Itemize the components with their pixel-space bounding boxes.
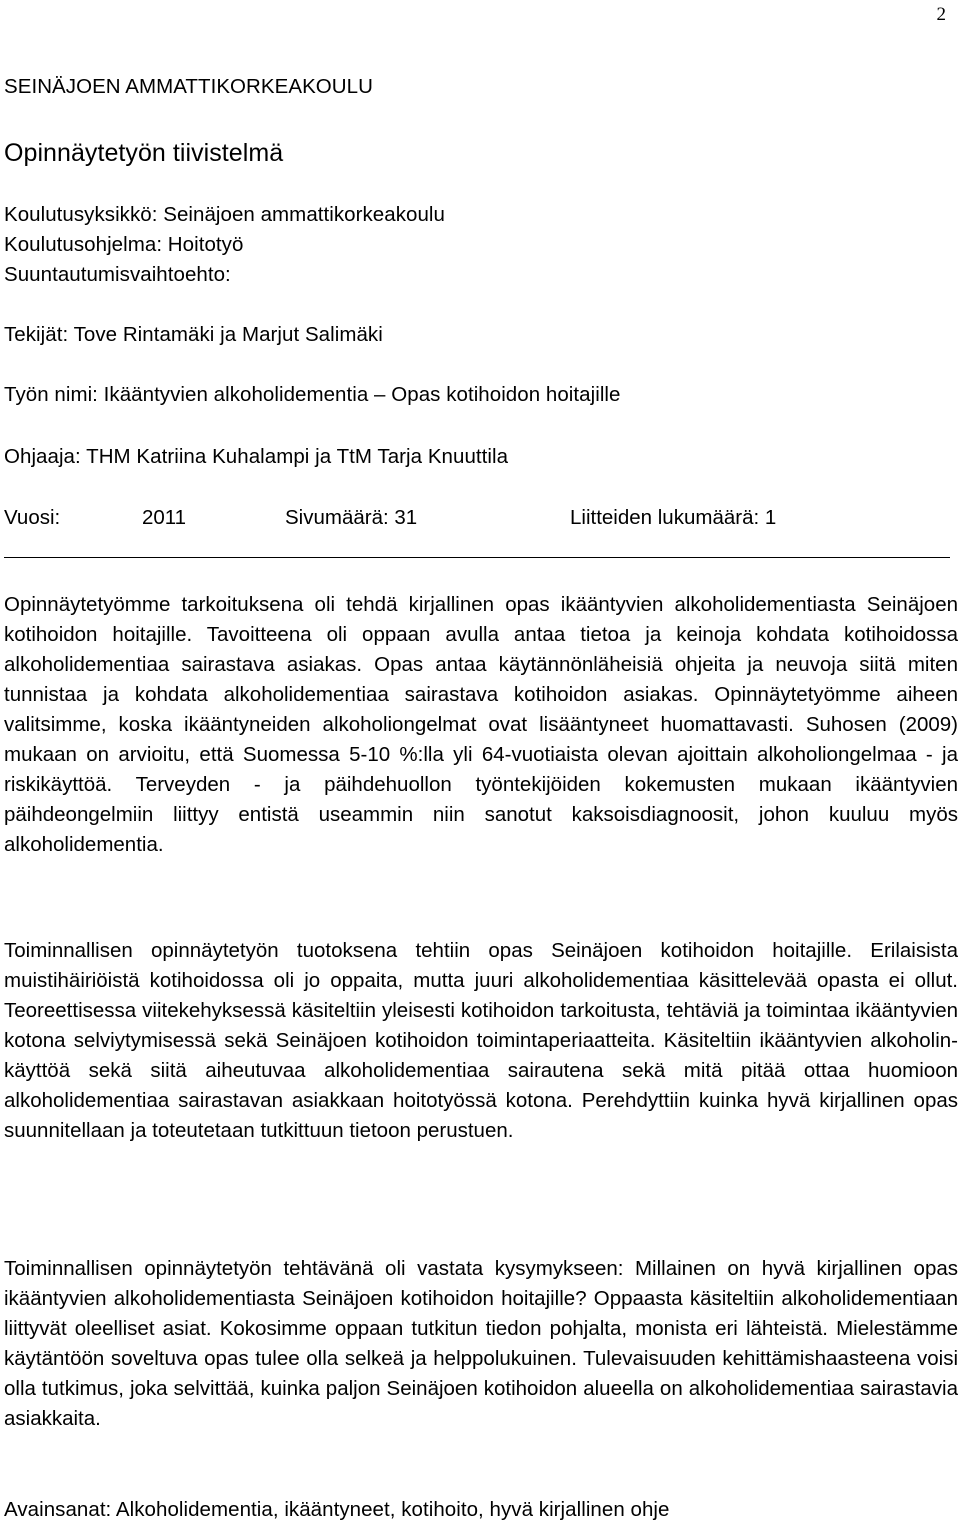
year-pages-row (4, 505, 958, 531)
year-label: Vuosi: (4, 506, 61, 529)
document-title: Opinnäytetyön tiivistelmä (4, 139, 284, 167)
programme-line: Koulutusohjelma: Hoitotyö (4, 233, 244, 256)
institution-name: SEINÄJOEN AMMATTIKORKEAKOULU (4, 75, 373, 98)
horizontal-rule (4, 557, 950, 558)
appendix-count: Liitteiden lukumäärä: 1 (570, 506, 777, 529)
supervisor-line: Ohjaaja: THM Katriina Kuhalampi ja TtM Tarja Knuuttila (4, 445, 509, 468)
authors-line: Tekijät: Tove Rintamäki ja Marjut Salimäki (4, 323, 383, 346)
unit-line: Koulutusyksikkö: Seinäjoen ammattikorkeakoulu (4, 203, 445, 226)
abstract-paragraph-3: Toiminnallisen opinnäytetyön tehtävänä oli vastata kysymykseen: Millainen on hyvä kirjallinen opas ikääntyvien alkoholidementiasta Seinäjoen kotihoidon hoitajille? Oppaasta käsiteltiin alkoholidementiaan liittyvät oleelliset asiat. Kokosimme oppaan tutkitun tiedon pohjalta, monista eri lähteistä. Mielestämme käytäntöön soveltuva opas tulee olla selkeä ja helppolukuinen. Tulevaisuuden kehittämishaasteena voisi olla tutkimus, joka selvittää, kuinka paljon Seinäjoen kotihoidon alueella on alkoholidementiaa sairastavia asiakkaita. (4, 1257, 958, 1430)
year-value: 2011 (142, 506, 187, 529)
work-name-line: Työn nimi: Ikääntyvien alkoholidementia – Opas kotihoidon hoitajille (4, 383, 621, 406)
specialisation-line: Suuntautumisvaihtoehto: (4, 263, 231, 286)
keywords-line: Avainsanat: Alkoholidementia, ikääntyneet, kotihoito, hyvä kirjallinen ohje (4, 1498, 670, 1521)
abstract-paragraph-1: Opinnäytetyömme tarkoituksena oli tehdä kirjallinen opas ikääntyvien alkoholidementiasta Seinäjoen kotihoidon hoitajille. Tavoitteena oli oppaan avulla antaa tietoa ja keinoja kohdata kotihoidossa alkoholidementiaa sairastava asiakas. Opas antaa käytännönläheisiä ohjeita ja neuvoja siitä miten tunnistaa ja kohdata alkoholidementiaa sairastava kotihoidon asiakas. Opinnäytetyömme aiheen valitsimme, koska ikääntyneiden alkoholiongelmat ovat lisääntyneet huomattavasti. Suhosen (2009) mukaan on arvioitu, että Suomessa 5-10 %:lla yli 64-vuotiaista olevan ajoittain alkoholiongelmaa - ja riskikäyttöä. Terveyden - ja päihdehuollon työntekijöiden kokemusten mukaan ikääntyvien päihdeongelmiin liittyy entistä useammin niin sanotut kaksoisdiagnoosit, johon kuuluu myös alkoholidementia. (4, 593, 958, 856)
page-number: 2 (936, 4, 946, 25)
page-count: Sivumäärä: 31 (285, 506, 418, 529)
abstract-paragraph-2: Toiminnallisen opinnäytetyön tuotoksena tehtiin opas Seinäjoen kotihoidon hoitajille. Erilaisista muistihäiriöistä kotihoidossa oli jo oppaita, mutta juuri alkoholidementiaa käsittelevää opasta ei ollut. Teoreettisessa viitekehyksessä käsiteltiin yleisesti kotihoidon tarkoitusta, tehtäviä ja toimintaa ikääntyvien kotona selviytymisessä sekä Seinäjoen kotihoidon toimintaperiaatteita. Käsiteltiin ikääntyvien alkoholinkäyttöä sekä siitä aiheutuvaa alkoholidementiaa sairautena sekä mitä pitää ottaa huomioon alkoholidementiaa sairastavan asiakkaan hoitotyössä kotona. Perehdyttiin kuinka hyvä kirjallinen opas suunnitellaan ja toteutetaan tutkittuun tietoon perustuen. (4, 939, 958, 1142)
